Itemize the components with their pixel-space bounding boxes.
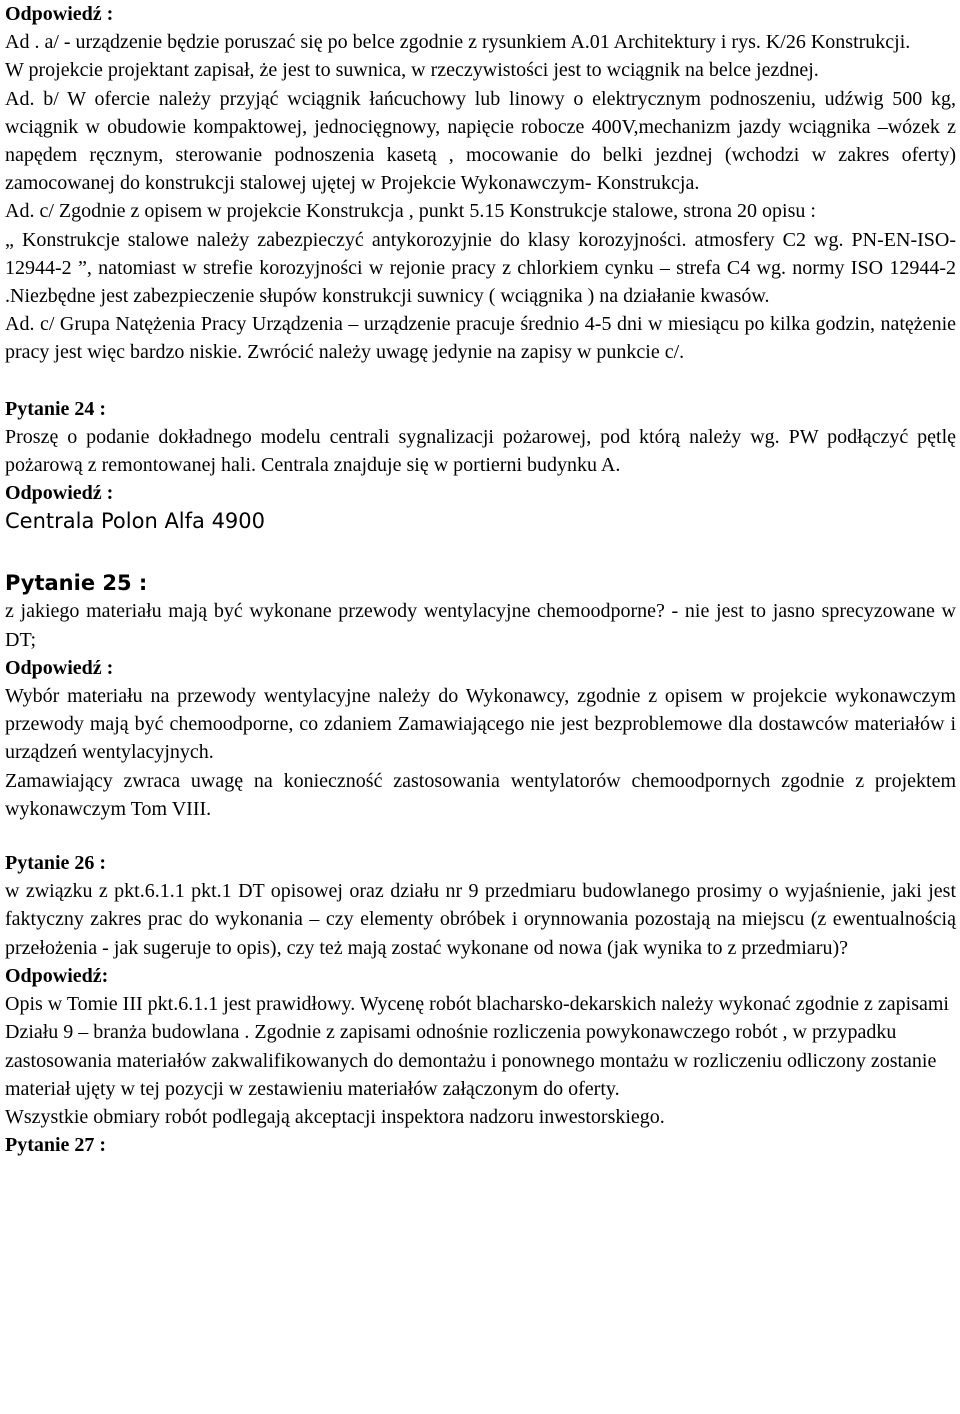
answer-paragraph-b: Ad. b/ W ofercie należy przyjąć wciągnik łańcuchowy lub linowy o elektrycznym podnoszeniu, udźwig 500 kg, wciągnik w obudowie kompaktowej, jednocięgnowy, napięcie robocze 400V,mechanizm jazdy wciągnika –wózek z napędem ręcznym, sterowanie podnoszenia kasetą , mocowanie do belki jezdnej (wchodzi w zakres oferty) zamocowanej do konstrukcji stalowej ujętej w Projekcie Wykonawczym- Konstrukcja. (5, 87, 956, 195)
answer-25-text: Wybór materiału na przewody wentylacyjne należy do Wykonawcy, zgodnie z opisem w projekcie wykonawczym przewody mają być chemoodporne, co zdaniem Zamawiającego nie jest bezproblemowe dla dostawców materiałów i urządzeń wentylacyjnych. (5, 685, 956, 764)
question-24-text: Proszę o podanie dokładnego modelu centrali sygnalizacji pożarowej, pod którą należy wg. PW podłączyć pętlę pożarową z remontowanej hali. Centrala znajduje się w portierni budynku A. (5, 425, 956, 477)
answer-paragraph-c: Ad. c/ Zgodnie z opisem w projekcie Konstrukcja , punkt 5.15 Konstrukcje stalowe, strona 20 opisu : (5, 200, 816, 223)
answer-26-note: Wszystkie obmiary robót podlegają akceptacji inspektora nadzoru inwestorskiego. (5, 1105, 665, 1128)
answer-paragraph-a: Ad . a/ - urządzenie będzie poruszać się po belce zgodnie z rysunkiem A.01 Architektury i rys. K/26 Konstrukcji. (5, 31, 911, 54)
question-26-heading: Pytanie 26 : (5, 852, 107, 875)
question-26-text: w związku z pkt.6.1.1 pkt.1 DT opisowej oraz działu nr 9 przedmiaru budowlanego prosimy o wyjaśnienie, jaki jest faktyczny zakres prac do wykonania – czy elementy obróbek i orynnowania pozostają na miejscu (z ewentualnością przełożenia - jak sugeruje to opis), czy też mają zostać wykonane od nowa (jak wynika to z przedmiaru)? (5, 880, 956, 959)
spacer (5, 535, 956, 569)
question-25-heading: Pytanie 25 : (5, 571, 148, 596)
answer-heading: Odpowiedź : (5, 3, 114, 25)
answer-25-heading: Odpowiedź : (5, 656, 114, 679)
question-24-heading: Pytanie 24 : (5, 397, 107, 420)
answer-paragraph-c2: Ad. c/ Grupa Natężenia Pracy Urządzenia – urządzenie pracuje średnio 4-5 dni w miesiącu po kilka godzin, natężenie pracy jest więc bardzo niskie. Zwrócić należy uwagę jedynie na zapisy w punkcie c/. (5, 313, 956, 364)
answer-paragraph-note: W projekcie projektant zapisał, że jest to suwnica, w rzeczywistości jest to wciągnik na belce jezdnej. (5, 59, 819, 82)
question-27-heading: Pytanie 27 : (5, 1134, 107, 1157)
answer-25-note: Zamawiający zwraca uwagę na konieczność zastosowania wentylatorów chemoodpornych zgodnie z projektem wykonawczym Tom VIII. (5, 769, 956, 820)
question-25-text: z jakiego materiału mają być wykonane przewody wentylacyjne chemoodporne? - nie jest to jasno sprecyzowane w DT; (5, 600, 956, 651)
answer-24-text: Centrala Polon Alfa 4900 (5, 509, 266, 534)
spacer (5, 367, 956, 395)
answer-26-text: Opis w Tomie III pkt.6.1.1 jest prawidłowy. Wycenę robót blacharsko-dekarskich należy wykonać zgodnie z zapisami Działu 9 – branża budowlana . Zgodnie z zapisami odnośnie rozliczenia powykonawczego robót , w przypadku zastosowania materiałów zakwalifikowanych do demontażu i ponownego montażu w rozliczeniu odliczony zostanie materiał ujęty w tej pozycji w zestawieniu materiałów załączonym do oferty. (5, 993, 949, 1100)
answer-paragraph-quote: „ Konstrukcje stalowe należy zabezpieczyć antykorozyjnie do klasy korozyjności. atmosfery C2 wg. PN-EN-ISO-12944-2 ”, natomiast w strefie korozyjności w rejonie pracy z chlorkiem cynku – strefa C4 wg. normy ISO 12944-2 .Niezbędne jest zabezpieczenie słupów konstrukcji suwnicy ( wciągnika ) na działanie kwasów. (5, 228, 956, 308)
answer-24-heading: Odpowiedź : (5, 482, 114, 505)
answer-26-heading: Odpowiedź: (5, 964, 109, 987)
spacer (5, 823, 956, 849)
